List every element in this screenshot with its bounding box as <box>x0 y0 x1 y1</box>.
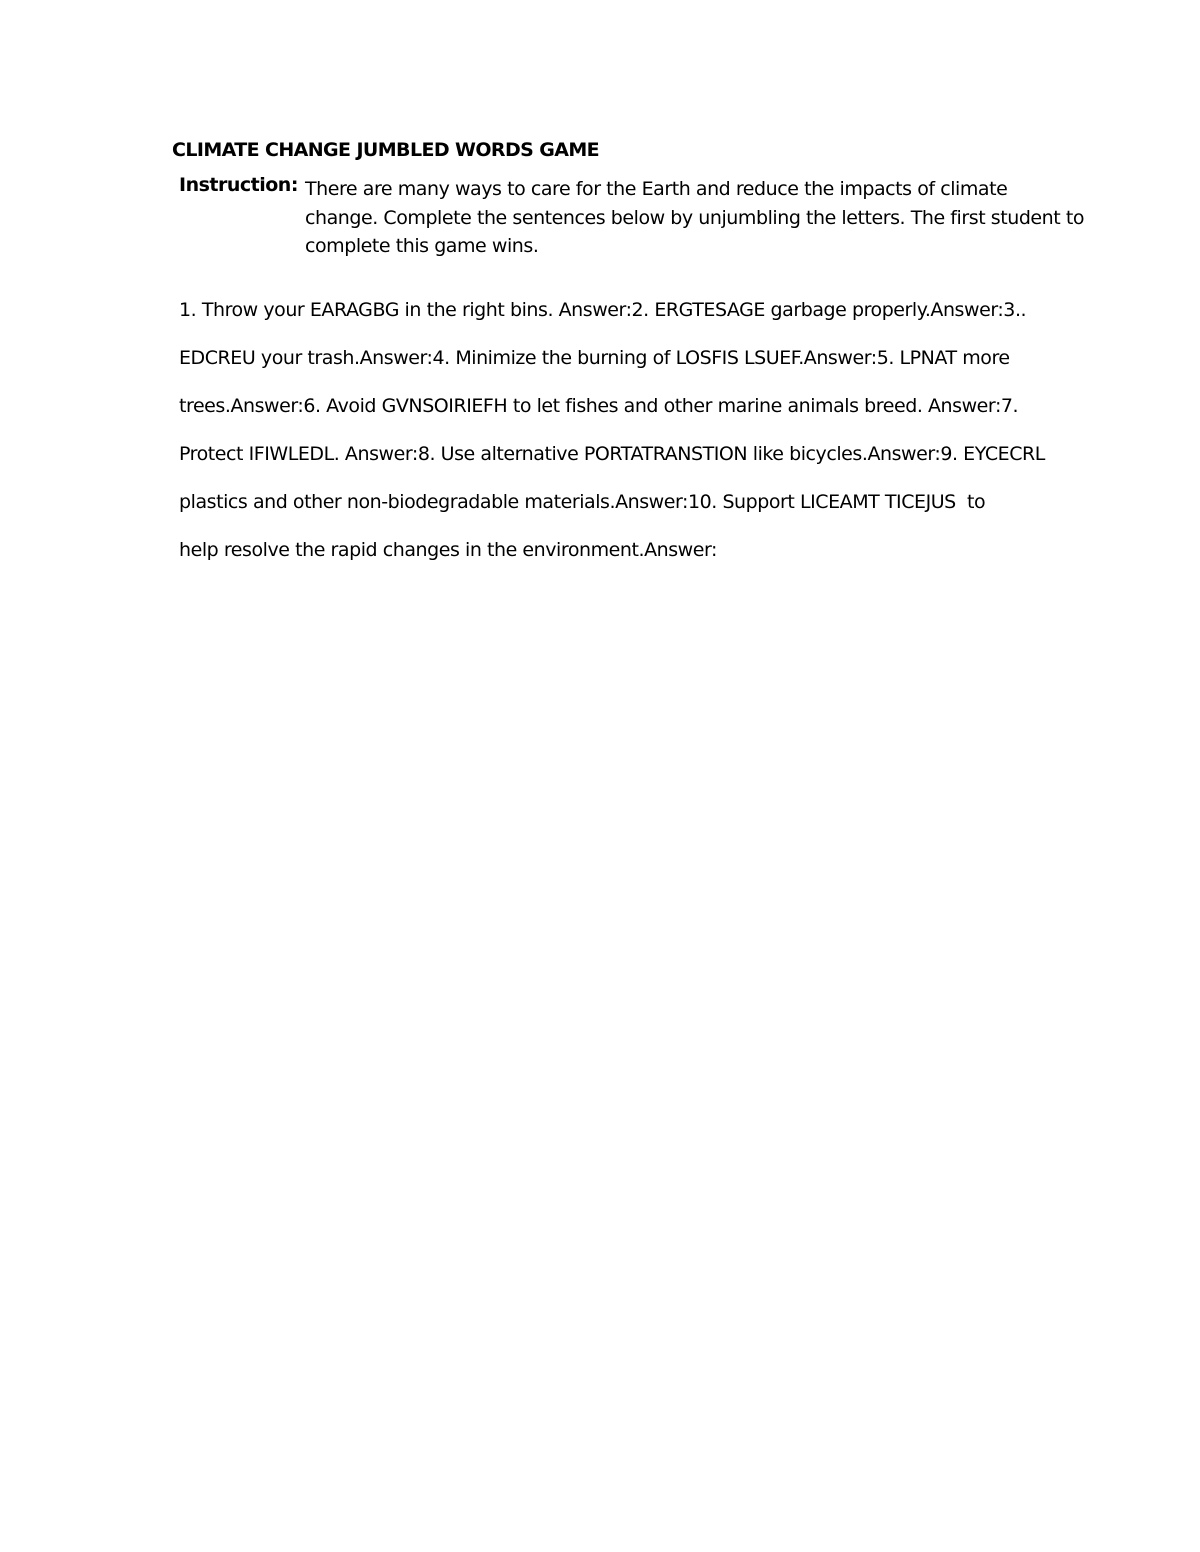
sentence-line: trees.Answer:6. Avoid GVNSOIRIEFH to let fishes and other marine animals breed. Answer:7. <box>179 395 1019 417</box>
instruction-line: change. Complete the sentences below by unjumbling the letters. The first student to <box>305 206 1085 229</box>
instruction-label: Instruction: <box>179 174 298 196</box>
instruction-line: complete this game wins. <box>305 235 539 257</box>
instruction-line: There are many ways to care for the Earth and reduce the impacts of climate <box>305 178 1008 200</box>
jumbled-sentences <box>179 296 1079 584</box>
sentence-line: EDCREU your trash.Answer:4. Minimize the burning of LOSFIS LSUEF.Answer:5. LPNAT more <box>179 347 1010 369</box>
sentence-line: Protect IFIWLEDL. Answer:8. Use alternative PORTATRANSTION like bicycles.Answer:9. EYCECRL <box>179 443 1045 465</box>
instruction-text <box>305 175 1135 261</box>
sentence-line: help resolve the rapid changes in the environment.Answer: <box>179 539 717 561</box>
sentence-line: plastics and other non-biodegradable materials.Answer:10. Support LICEAMT TICEJUS to <box>179 491 986 513</box>
page-title: CLIMATE CHANGE JUMBLED WORDS GAME <box>172 139 600 161</box>
sentence-line: 1. Throw your EARAGBG in the right bins. Answer:2. ERGTESAGE garbage properly.Answer:3.. <box>179 299 1027 321</box>
